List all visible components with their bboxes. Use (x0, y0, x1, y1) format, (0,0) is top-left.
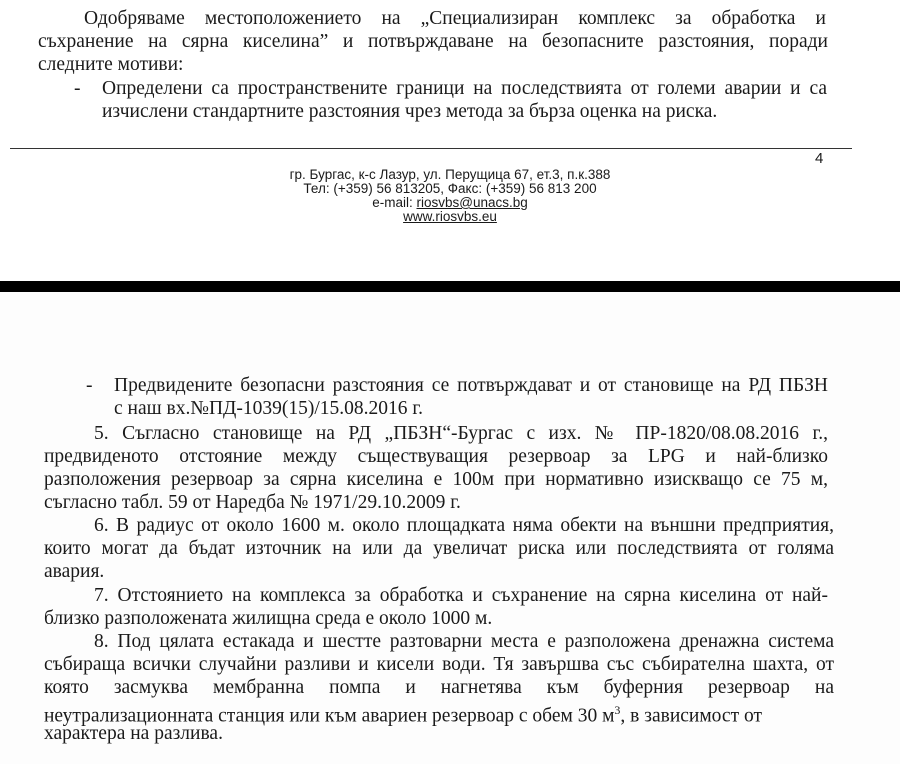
item7-line-2: близко разположената жилищна среда е около 1000 м. (44, 608, 493, 629)
item5-line-2: предвиденото отстояние между съществуващия резервоар за LPG и най-близко (44, 446, 828, 467)
item8-line-5: характера на разлива. (44, 723, 223, 744)
bullet-line-2: изчислени стандартните разстояния чрез метода за бърза оценка на риска. (102, 101, 718, 122)
item8-line-4-text: неутрализационната станция или към авариен резервоар с обем 30 м (44, 705, 615, 727)
intro-paragraph-line-2: съхранение на сярна киселина” и потвърждаване на безопасните разстояния, поради (38, 31, 828, 52)
item5-line-1: 5. Съгласно становище на РД „ПБЗН“-Бургас с изх. № ПР-1820/08.08.2016 г., (94, 423, 828, 444)
footer-website-link[interactable]: www.riosvbs.eu (403, 209, 497, 224)
item8-line-3: която засмуква мембранна помпа и нагнетява към буферния резервоар на (44, 677, 834, 698)
item5-line-4: съгласно табл. 59 от Наредба № 1971/29.10.2009 г. (44, 492, 461, 513)
item6-line-3: авария. (44, 561, 105, 582)
footer-phone: Тел: (+359) 56 813205, Факс: (+359) 56 813 200 (303, 181, 597, 196)
item8-line-2: събираща всички случайни разливи и кисели води. Тя завършва със събирателна шахта, от (44, 654, 834, 675)
footer-divider (10, 148, 852, 149)
intro-paragraph-line-3: следните мотиви: (38, 54, 184, 75)
footer-address: гр. Бургас, к-с Лазур, ул. Перущица 67, ет.3, п.к.388 (289, 167, 611, 182)
document-page-lower (0, 292, 900, 764)
bullet-dash: - (74, 78, 81, 99)
page-number: 4 (815, 150, 824, 167)
bullet2-line-2: с наш вх.№ПД-1039(15)/15.08.2016 г. (114, 398, 424, 419)
item6-line-2: които могат да бъдат източник на или да увеличат риска или последствията от голяма (44, 538, 834, 559)
intro-paragraph-line-1: Одобряваме местоположението на „Специализиран комплекс за обработка и (84, 8, 826, 29)
item5-line-3: разположения резервоар за сярна киселина е 100м при нормативно изискващо се 75 м, (44, 469, 828, 490)
item7-line-1: 7. Отстоянието на комплекса за обработка и съхранение на сярна киселина от най- (94, 585, 828, 606)
item8-line-1: 8. Под цялата естакада и шестте разтоварни места е разположена дренажна система (94, 631, 834, 652)
footer-email-link[interactable]: riosvbs@unacs.bg (416, 195, 528, 210)
footer-email (0, 196, 900, 210)
bullet-dash-2: - (86, 375, 93, 396)
footer-email-label: e-mail: (372, 195, 417, 210)
item8-line-4-tail: , в зависимост от (620, 705, 762, 727)
item6-line-1: 6. В радиус от около 1600 м. около площадката няма обекти на външни предприятия, (94, 515, 834, 536)
bullet-line-1: Определени са пространствените граници на последствията от големи аварии и са (102, 78, 827, 99)
bullet2-line-1: Предвидените безопасни разстояния се потвърждават и от становище на РД ПБЗН (114, 375, 828, 396)
document-page-upper (0, 0, 900, 283)
page-separator-band (0, 281, 900, 292)
item8-superscript: 3 (614, 703, 621, 717)
